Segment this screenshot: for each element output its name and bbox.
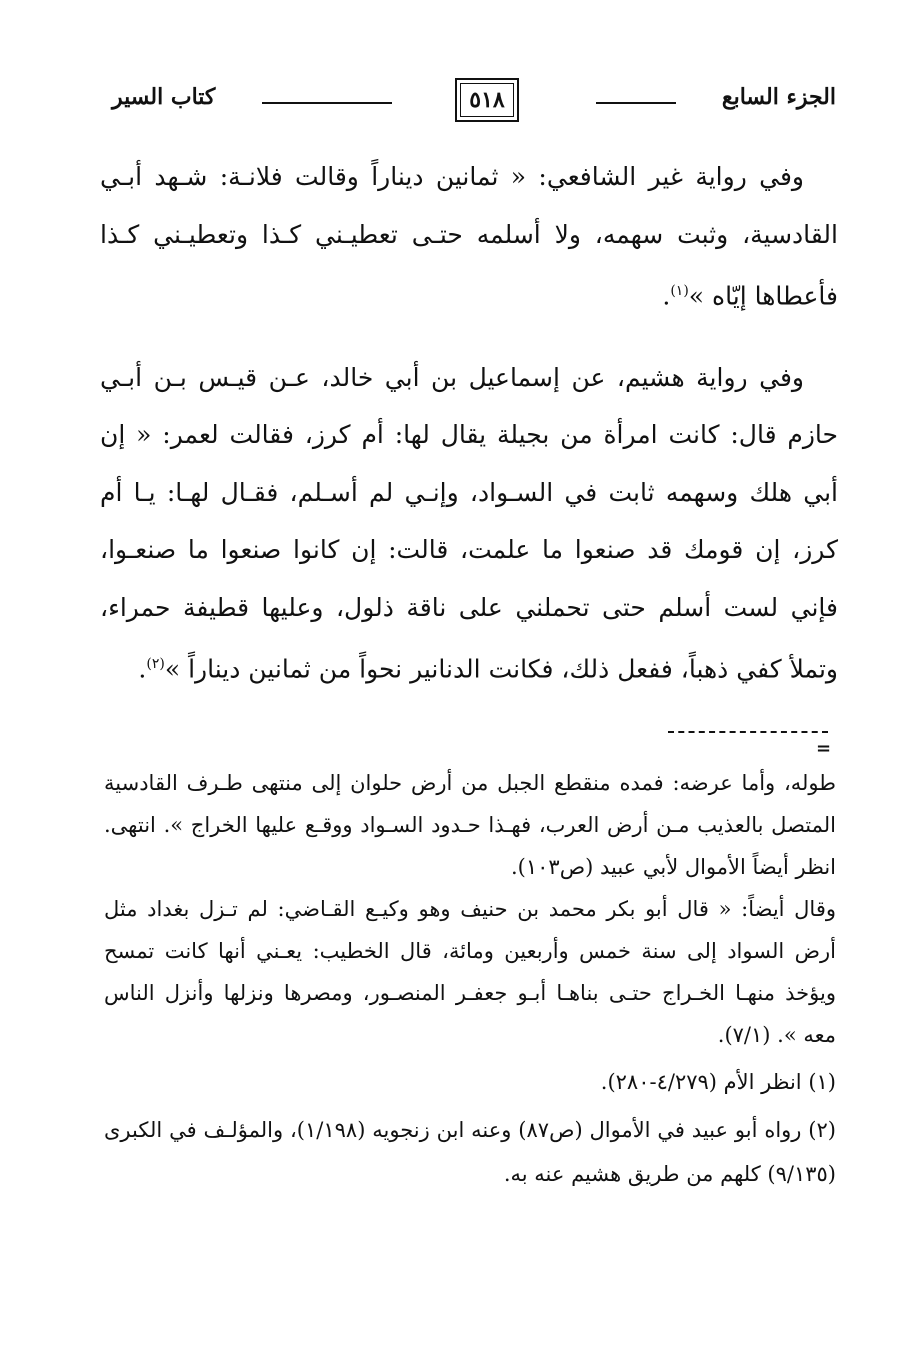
footnote-continued-2: وقال أيضاً: « قال أبو بكر محمد بن حنيف وهو وكيـع القـاضي: لم تـزل بغداد مثل أرض السواد إلى سنة خمس وأربعين ومائة، قال الخطيب: يعـني أنها كانت تمسح ويؤخذ منهـا الخـراج حتـى بناهـا أبـو جعفـر المنصـور، ومصرها ونزلها وأنزل الناس معه ». (٧/١). (104, 897, 836, 1047)
paragraph-2 (100, 349, 838, 698)
footnote-continued-1: طوله، وأما عرضه: فمده منقطع الجبل من أرض حلوان إلى منتهى طـرف القادسية المتصل بالعذيب مـن أرض العرب، فهـذا حـدود السـواد ووقـع عليها الخراج ». انتهى. انظر أيضاً الأموال لأبي عبيد (ص١٠٣). (104, 771, 836, 879)
paragraph-2-text: وفي رواية هشيم، عن إسماعيل بن أبي خالد، عـن قيـس بـن أبـي حازم قال: كانت امرأة من بجيلة يقال لها: أم كرز، فقالت لعمر: « إن أبي هلك وسهمه ثابت في السـواد، وإنـي لم أسـلم، فقـال لهـا: يـا أم كرز، إن قومك قد صنعوا ما علمت، قالت: إن كانوا صنعوا ما صنعـوا، فإني لست أسلم حتى تحملني على ناقة ذلول، وعليها قطيفة حمراء، وتملأ كفي ذهباً، ففعل ذلك، فكانت الدنانير نحواً من ثمانين ديناراً » (100, 362, 838, 684)
page-number: ٥١٨ (455, 78, 519, 122)
footnote-1: (١) انظر الأم (٤/٢٧٩-٢٨٠). (600, 1070, 836, 1094)
book-label: كتاب السير (112, 84, 216, 110)
continuation-mark: = (816, 738, 832, 759)
volume-label: الجزء السابع (721, 84, 836, 110)
header-rule-left (262, 102, 392, 104)
paragraph-1-end: . (662, 281, 671, 311)
paragraph-1 (100, 148, 838, 325)
footnote-ref-2: (٢) (146, 656, 165, 673)
footnote-separator (668, 731, 828, 733)
footnote-ref-1: (١) (670, 283, 689, 299)
footnotes (104, 762, 836, 1196)
paragraph-1-text: وفي رواية غير الشافعي: « ثمانين ديناراً وقالت فلانـة: شـهد أبـي القادسية، وثبت سهمه، ولا أسلمه حتـى تعطيـني كـذا وتعطيـني كـذا فأعطاها إيّاه » (100, 162, 838, 311)
header-rule-right (596, 102, 676, 104)
page-header (112, 78, 836, 128)
main-text (100, 148, 838, 698)
paragraph-2-end: . (138, 654, 147, 684)
footnote-2: (٢) رواه أبو عبيد في الأموال (ص٨٧) وعنه ابن زنجويه (١/١٩٨)، والمؤلـف في الكبرى (٩/١٣٥) كلهم من طريق هشيم عنه به. (104, 1118, 836, 1186)
